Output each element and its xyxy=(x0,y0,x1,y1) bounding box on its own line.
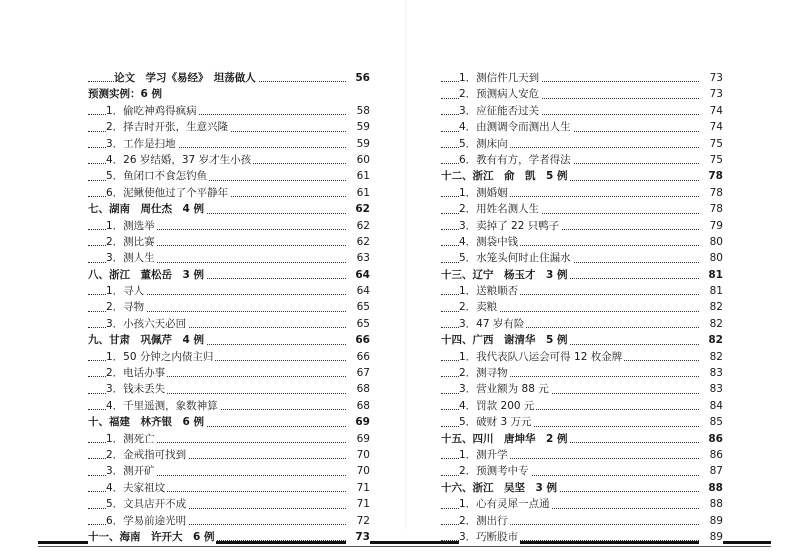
toc-entry-title: 预测实例：6 例 xyxy=(88,86,164,102)
toc-page-number: 60 xyxy=(346,152,370,168)
toc-section-heading xyxy=(88,267,370,283)
toc-entry-title: 4．罚款 200 元 xyxy=(459,398,536,414)
toc-entry-title: 1．心有灵犀一点通 xyxy=(459,496,552,512)
toc-section-heading xyxy=(88,70,370,86)
toc-entry xyxy=(88,447,370,463)
toc-entry-title: 3．应征能否过关 xyxy=(459,103,541,119)
toc-page-number: 61 xyxy=(346,185,370,201)
toc-entry xyxy=(88,381,370,397)
toc-left-column xyxy=(88,70,370,545)
toc-entry-title: 1．50 分钟之内债主归 xyxy=(106,349,215,365)
toc-page-number: 62 xyxy=(346,234,370,250)
toc-page-number: 65 xyxy=(346,299,370,315)
toc-entry-title: 1．测死亡 xyxy=(106,431,157,447)
toc-entry xyxy=(441,218,723,234)
toc-entry xyxy=(441,103,723,119)
toc-page-number: 74 xyxy=(699,119,723,135)
toc-page-number: 62 xyxy=(346,218,370,234)
toc-page-number: 78 xyxy=(699,201,723,217)
toc-page-number: 86 xyxy=(699,431,723,447)
toc-page-number: 82 xyxy=(699,316,723,332)
toc-entry xyxy=(441,250,723,266)
toc-section-heading xyxy=(88,332,370,348)
toc-entry-title: 3．小孩六天必回 xyxy=(106,316,188,332)
toc-entry-title: 七、湖南 周仕杰 4 例 xyxy=(88,201,206,217)
toc-page-number: 80 xyxy=(699,234,723,250)
toc-entry xyxy=(88,185,370,201)
toc-page-number: 82 xyxy=(699,349,723,365)
toc-page-number: 64 xyxy=(346,267,370,283)
toc-entry xyxy=(441,119,723,135)
toc-page-number: 85 xyxy=(699,414,723,430)
toc-entry-title: 十二、浙江 俞 凯 5 例 xyxy=(441,168,569,184)
toc-entry xyxy=(88,316,370,332)
toc-entry xyxy=(88,496,370,512)
toc-page-number: 66 xyxy=(346,332,370,348)
toc-entry xyxy=(441,316,723,332)
toc-entry-title: 3．测开矿 xyxy=(106,463,157,479)
toc-entry xyxy=(88,234,370,250)
toc-entry xyxy=(441,496,723,512)
toc-entry xyxy=(88,431,370,447)
toc-page-number: 88 xyxy=(699,496,723,512)
toc-page-number: 79 xyxy=(699,218,723,234)
toc-entry-title: 1．寻人 xyxy=(106,283,146,299)
toc-entry xyxy=(441,414,723,430)
toc-page-number: 61 xyxy=(346,168,370,184)
toc-page-number: 89 xyxy=(699,513,723,529)
toc-page-number: 84 xyxy=(699,398,723,414)
toc-entry xyxy=(441,201,723,217)
toc-page-number: 74 xyxy=(699,103,723,119)
toc-page-number: 56 xyxy=(346,70,370,86)
toc-section-heading xyxy=(88,414,370,430)
bottom-rule-thin xyxy=(38,546,771,547)
toc-page-number: 81 xyxy=(699,267,723,283)
toc-section-heading xyxy=(441,431,723,447)
toc-page-number: 82 xyxy=(699,299,723,315)
toc-entry xyxy=(88,168,370,184)
toc-page-number: 69 xyxy=(346,414,370,430)
toc-entry-title: 4．由测调令而测出人生 xyxy=(459,119,573,135)
toc-entry-title: 十四、广西 谢清华 5 例 xyxy=(441,332,569,348)
toc-page-number: 64 xyxy=(346,283,370,299)
toc-entry-title: 2．卖粮 xyxy=(459,299,499,315)
toc-page-number: 67 xyxy=(346,365,370,381)
toc-entry xyxy=(441,365,723,381)
toc-entry xyxy=(441,463,723,479)
toc-entry-title: 2．寻物 xyxy=(106,299,146,315)
toc-entry xyxy=(88,463,370,479)
toc-entry xyxy=(88,480,370,496)
toc-entry xyxy=(441,398,723,414)
toc-entry-title: 4．26 岁结婚，37 岁才生小孩 xyxy=(106,152,253,168)
toc-entry xyxy=(441,283,723,299)
toc-entry xyxy=(88,86,370,102)
toc-entry xyxy=(88,119,370,135)
toc-section-heading xyxy=(88,201,370,217)
toc-page-number: 65 xyxy=(346,316,370,332)
toc-entry-title: 八、浙江 董松岳 3 例 xyxy=(88,267,206,283)
toc-page-number: 73 xyxy=(346,529,370,545)
toc-entry xyxy=(88,136,370,152)
toc-entry xyxy=(441,86,723,102)
toc-entry xyxy=(441,70,723,86)
toc-page-number: 68 xyxy=(346,381,370,397)
toc-page-number: 62 xyxy=(346,201,370,217)
toc-page-number: 73 xyxy=(699,86,723,102)
toc-entry-title: 6．教有有方，学者得法 xyxy=(459,152,573,168)
toc-entry-title: 5．文具店开不成 xyxy=(106,496,188,512)
toc-entry xyxy=(441,299,723,315)
toc-page-number: 88 xyxy=(699,480,723,496)
toc-entry-title: 4．千里遥测，象数神算 xyxy=(106,398,220,414)
toc-entry xyxy=(441,234,723,250)
toc-entry-title: 2．用姓名测人生 xyxy=(459,201,541,217)
toc-entry-title: 5．水笼头何时止住漏水 xyxy=(459,250,573,266)
toc-entry-title: 1．送粮顺否 xyxy=(459,283,520,299)
toc-entry-title: 3．47 岁有险 xyxy=(459,316,526,332)
toc-page-number: 66 xyxy=(346,349,370,365)
toc-page-number: 59 xyxy=(346,136,370,152)
toc-entry-title: 十五、四川 唐坤华 2 例 xyxy=(441,431,569,447)
toc-page-number: 68 xyxy=(346,398,370,414)
toc-page-number: 87 xyxy=(699,463,723,479)
toc-entry xyxy=(88,250,370,266)
toc-entry-title: 6．学易前途光明 xyxy=(106,513,188,529)
toc-page-number: 71 xyxy=(346,480,370,496)
toc-right-column xyxy=(441,70,723,545)
toc-entry-title: 5．破财 3 万元 xyxy=(459,414,534,430)
toc-entry xyxy=(88,283,370,299)
toc-page-number: 70 xyxy=(346,463,370,479)
toc-page-number: 73 xyxy=(699,70,723,86)
toc-entry-title: 2．测寻物 xyxy=(459,365,510,381)
toc-page-number: 86 xyxy=(699,447,723,463)
toc-entry xyxy=(88,299,370,315)
toc-section-heading xyxy=(441,267,723,283)
toc-entry-title: 5．测床向 xyxy=(459,136,510,152)
toc-entry-title: 2．择吉时开张，生意兴隆 xyxy=(106,119,230,135)
toc-entry-title: 十六、浙江 吴坚 3 例 xyxy=(441,480,559,496)
toc-entry xyxy=(88,218,370,234)
toc-entry-title: 5．鱼闭口不食怎钓鱼 xyxy=(106,168,209,184)
toc-section-heading xyxy=(441,480,723,496)
toc-entry-title: 3．营业额为 88 元 xyxy=(459,381,551,397)
toc-page-number: 83 xyxy=(699,365,723,381)
toc-page-number: 78 xyxy=(699,185,723,201)
toc-entry-title: 九、甘肃 巩佩芹 4 例 xyxy=(88,332,206,348)
toc-page-number: 69 xyxy=(346,431,370,447)
toc-entry-title: 1．测选举 xyxy=(106,218,157,234)
toc-page-number: 78 xyxy=(699,168,723,184)
toc-page-number: 83 xyxy=(699,381,723,397)
toc-page-number: 89 xyxy=(699,529,723,545)
toc-section-heading xyxy=(441,332,723,348)
toc-entry-title: 4．夫家祖坟 xyxy=(106,480,167,496)
toc-page-number: 82 xyxy=(699,332,723,348)
toc-entry xyxy=(441,152,723,168)
toc-entry-title: 6．泥鳅使他过了个平静年 xyxy=(106,185,230,201)
toc-entry-title: 2．测比赛 xyxy=(106,234,157,250)
toc-entry xyxy=(88,398,370,414)
toc-page-number: 59 xyxy=(346,119,370,135)
toc-entry-title: 十三、辽宁 杨玉才 3 例 xyxy=(441,267,569,283)
toc-page-number: 75 xyxy=(699,136,723,152)
toc-page-number: 81 xyxy=(699,283,723,299)
toc-entry xyxy=(441,513,723,529)
toc-entry-title: 十、福建 林齐银 6 例 xyxy=(88,414,206,430)
page-gutter xyxy=(405,0,406,530)
toc-entry-title: 3．工作是扫地 xyxy=(106,136,178,152)
toc-page-number: 72 xyxy=(346,513,370,529)
toc-entry xyxy=(441,136,723,152)
toc-entry xyxy=(441,447,723,463)
toc-page-number: 70 xyxy=(346,447,370,463)
toc-page-number: 75 xyxy=(699,152,723,168)
toc-entry xyxy=(441,349,723,365)
toc-entry-title: 2．预测考中专 xyxy=(459,463,531,479)
toc-page-number: 80 xyxy=(699,250,723,266)
toc-entry-title: 3．巧断股市 xyxy=(459,529,520,545)
toc-entry xyxy=(88,103,370,119)
toc-entry-title: 2．预测病人安危 xyxy=(459,86,541,102)
toc-section-heading xyxy=(441,168,723,184)
toc-entry-title: 2．金戒指可找到 xyxy=(106,447,188,463)
toc-page-number: 58 xyxy=(346,103,370,119)
toc-entry xyxy=(88,365,370,381)
toc-page-number: 71 xyxy=(346,496,370,512)
toc-entry xyxy=(88,513,370,529)
toc-entry-title: 4．测袋中钱 xyxy=(459,234,520,250)
toc-entry-title: 3．测人生 xyxy=(106,250,157,266)
toc-entry xyxy=(441,381,723,397)
toc-entry xyxy=(88,349,370,365)
toc-page-number: 63 xyxy=(346,250,370,266)
toc-entry-title: 2．电话办事 xyxy=(106,365,167,381)
toc-entry-title: 1．测信件几天到 xyxy=(459,70,541,86)
toc-entry-title: 2．测出行 xyxy=(459,513,510,529)
toc-entry xyxy=(441,185,723,201)
toc-entry xyxy=(88,152,370,168)
toc-entry-title: 3．钱未丢失 xyxy=(106,381,167,397)
toc-entry-title: 1．偷吃神鸡得疯病 xyxy=(106,103,199,119)
toc-entry-title: 1．我代表队八运会可得 12 枚金牌 xyxy=(459,349,624,365)
toc-entry-title: 论文 学习《易经》 坦荡做人 xyxy=(114,70,258,86)
toc-entry-title: 1．测升学 xyxy=(459,447,510,463)
toc-entry-title: 十一、海南 许开大 6 例 xyxy=(88,529,216,545)
toc-entry-title: 3．卖掉了 22 只鸭子 xyxy=(459,218,561,234)
toc-entry-title: 1．测婚姻 xyxy=(459,185,510,201)
